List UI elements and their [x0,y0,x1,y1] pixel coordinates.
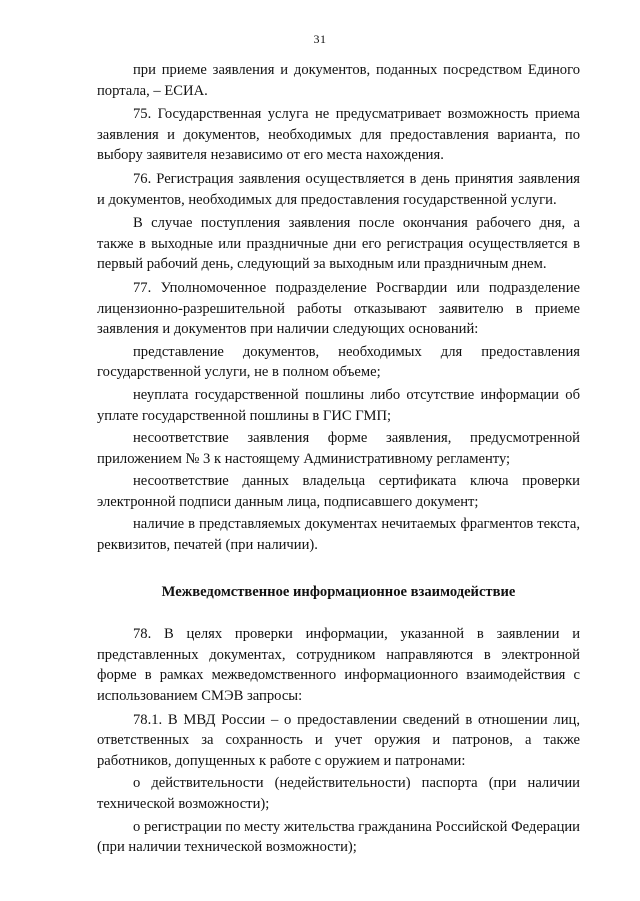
list-item: неуплата государственной пошлины либо отсутствие информации об уплате государственной пошлины в ГИС ГМП; [97,386,580,424]
paragraph-75: 75. Государственная услуга не предусматривает возможность приема заявления и документов, необходимых для предоставления варианта, по выбору заявителя независимо от его места нахождения. [97,106,580,164]
list-item: несоответствие данных владельца сертификата ключа проверки электронной подписи данным лица, подписавшего документ; [97,473,580,510]
list-item: наличие в представляемых документах нечитаемых фрагментов текста, реквизитов, печатей (при наличии). [97,516,580,554]
document-body [97,60,580,858]
paragraph: при приеме заявления и документов, поданных посредством Единого портала, – ЕСИА. [97,62,580,99]
list-item: несоответствие заявления форме заявления, предусмотренной приложением № 3 к настоящему Административному регламенту; [97,430,580,467]
list-item: представление документов, необходимых для предоставления государственной услуги, не в полном объеме; [97,343,580,381]
paragraph: В случае поступления заявления после окончания рабочего дня, а также в выходные или праздничные дни его регистрация осуществляется в первый рабочий день, следующий за выходным или праздничным днем. [97,215,580,273]
paragraph-78: 78. В целях проверки информации, указанной в заявлении и представленных документах, сотрудником направляются в электронной форме в рамках межведомственного информационного взаимодействия с использованием СМЭВ запросы: [97,626,580,705]
list-item: о действительности (недействительности) паспорта (при наличии технической возможности); [97,775,580,812]
paragraph-77: 77. Уполномоченное подразделение Росгвардии или подразделение лицензионно-разрешительной работы отказывают заявителю в приеме заявления и документов при наличии следующих оснований: [97,279,580,338]
paragraph-76: 76. Регистрация заявления осуществляется в день принятия заявления и документов, необходимых для предоставления государственной услуги. [97,170,580,208]
list-item: о регистрации по месту жительства гражданина Российской Федерации (при наличии технической возможности); [97,818,580,856]
section-heading: Межведомственное информационное взаимодействие [161,583,516,600]
page-number: 31 [313,32,327,46]
paragraph-78-1: 78.1. В МВД России – о предоставлении сведений в отношении лиц, ответственных за сохранность и учет оружия и патронов, а также работников, допущенных к работе с оружием и патронами: [97,711,580,769]
